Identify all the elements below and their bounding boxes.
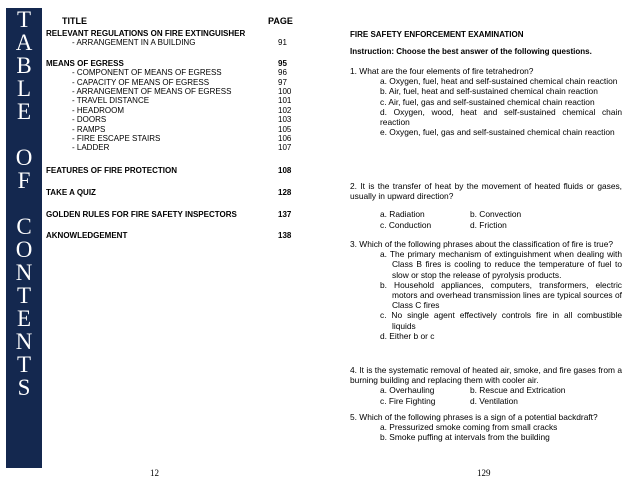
question-text: 4. It is the systematic removal of heated air, smoke, and fire gases from a burning building and replacing them with cooler air. [350, 365, 622, 386]
question-5 [350, 412, 622, 443]
toc-entry-page: 138 [278, 230, 292, 240]
band-letter: A [15, 30, 33, 55]
toc-entry-label: - ARRANGEMENT IN A BUILDING [72, 38, 196, 48]
question-3 [350, 239, 622, 341]
toc-row[interactable] [46, 134, 306, 143]
answer-option: b. Smoke puffing at intervals from the building [380, 432, 550, 443]
toc-row[interactable] [46, 125, 306, 134]
toc-entry-label: TAKE A QUIZ [46, 188, 96, 198]
answer-option: b. Air, fuel, heat and self-sustained chemical chain reaction [380, 86, 598, 97]
answer-options [350, 209, 622, 229]
toc-entry-page: 128 [278, 188, 292, 198]
toc-row[interactable] [46, 106, 306, 115]
band-letter: L [16, 76, 32, 101]
answer-option: b. Household appliances, computers, transformers, electric motors and overhead transmission lines are typical sources of Class C fires [380, 279, 622, 311]
toc-spacer [46, 153, 306, 166]
answer-option: c. No single agent effectively controls fire in all combustible liquids [380, 310, 622, 331]
answer-option: a. Oxygen, fuel, heat and self-sustained chemical chain reaction [380, 76, 618, 87]
toc-entry-page: 137 [278, 210, 292, 220]
answer-option: d. Ventilation [470, 395, 518, 406]
toc-entry-label: MEANS OF EGRESS [46, 58, 124, 68]
table-of-contents [46, 16, 306, 240]
band-letter: N [15, 260, 33, 285]
answer-option: d. Oxygen, wood, heat and self-sustained chemical chain reaction [380, 106, 622, 128]
toc-entry-label: - HEADROOM [72, 105, 124, 115]
toc-entry-label: - RAMPS [72, 124, 106, 134]
toc-row[interactable] [46, 188, 306, 197]
toc-spacer [46, 220, 306, 231]
toc-row[interactable] [46, 96, 306, 105]
question-2 [350, 181, 622, 230]
answer-option: d. Either b or c [380, 330, 435, 341]
toc-entry-label: RELEVANT REGULATIONS ON FIRE EXTINGUISHER [46, 29, 246, 38]
answer-option: a. Overhauling [380, 385, 435, 396]
question-1 [350, 66, 622, 137]
toc-entry-page: 103 [278, 115, 292, 125]
table-of-contents-band [6, 8, 42, 468]
toc-spacer [46, 197, 306, 210]
toc-row[interactable] [46, 231, 306, 240]
question-text: 2. It is the transfer of heat by the movement of heated fluids or gases, usually in upward direction? [350, 181, 622, 202]
answer-option: a. Pressurized smoke coming from small cracks [380, 422, 558, 433]
toc-row[interactable] [46, 166, 306, 175]
band-letter: E [16, 99, 32, 124]
band-letter: T [16, 283, 32, 308]
answer-option: c. Fire Fighting [380, 395, 436, 406]
toc-row[interactable] [46, 78, 306, 87]
question-text: 5. Which of the following phrases is a sign of a potential backdraft? [350, 412, 598, 422]
answer-option: b. Rescue and Extrication [470, 385, 566, 396]
toc-entry-page: 100 [278, 86, 292, 96]
toc-entry-page: 108 [278, 165, 292, 175]
toc-row[interactable] [46, 143, 306, 152]
toc-entry-page: 102 [278, 105, 292, 115]
toc-row[interactable] [46, 68, 306, 77]
toc-entry-label: - LADDER [72, 143, 110, 153]
toc-entry-page: 107 [278, 143, 292, 153]
toc-entry-page: 101 [278, 96, 292, 106]
right-page-number: 129 [477, 468, 491, 478]
question-text: 1. What are the four elements of fire tetrahedron? [350, 66, 534, 76]
toc-row[interactable] [46, 29, 306, 38]
toc-entry-label: - ARRANGEMENT OF MEANS OF EGRESS [72, 86, 232, 96]
toc-entry-page: 105 [278, 124, 292, 134]
toc-entry-label: AKNOWLEDGEMENT [46, 230, 128, 240]
toc-title-header: TITLE [62, 16, 87, 26]
toc-header [46, 16, 306, 29]
answer-option: c. Air, fuel, gas and self-sustained chemical chain reaction [380, 96, 595, 107]
band-letter: S [17, 375, 31, 400]
toc-entry-label: FEATURES OF FIRE PROTECTION [46, 165, 177, 175]
toc-row[interactable] [46, 38, 306, 47]
toc-page-header: PAGE [268, 16, 293, 26]
answer-option: b. Convection [470, 209, 522, 220]
exam-heading: FIRE SAFETY ENFORCEMENT EXAMINATION [350, 30, 524, 39]
toc-spacer [46, 175, 306, 188]
toc-spacer [46, 48, 306, 59]
toc-entry-page: 106 [278, 133, 292, 143]
toc-entry-label: - TRAVEL DISTANCE [72, 96, 150, 106]
toc-entry-page: 97 [278, 77, 287, 87]
band-letter: B [16, 53, 32, 78]
toc-entry-label: - DOORS [72, 115, 107, 125]
band-letter: N [15, 329, 33, 354]
answer-option: e. Oxygen, fuel, gas and self-sustained chemical chain reaction [380, 127, 615, 138]
toc-row[interactable] [46, 59, 306, 68]
answer-option: c. Conduction [380, 219, 432, 230]
toc-entry-page: 96 [278, 68, 287, 78]
toc-entry-page: 95 [278, 58, 287, 68]
question-text: 3. Which of the following phrases about the classification of fire is true? [350, 239, 614, 249]
answer-option: a. The primary mechanism of extinguishment when dealing with Class B fires is cooling to reduce the temperature of fuel to slow or stop the release of pyrolysis products. [380, 249, 622, 280]
toc-entry-label: - COMPONENT OF MEANS OF EGRESS [72, 68, 222, 78]
right-page [338, 0, 620, 493]
band-letter: O [15, 145, 33, 170]
band-letter: T [16, 352, 32, 377]
toc-rows [46, 29, 306, 240]
answer-options [350, 385, 622, 405]
band-letter: O [15, 237, 33, 262]
band-letter: E [16, 306, 32, 331]
toc-row[interactable] [46, 115, 306, 124]
band-letter: C [16, 214, 32, 239]
toc-entry-page: 91 [278, 38, 287, 48]
toc-entry-label: - FIRE ESCAPE STAIRS [72, 133, 161, 143]
left-page-number: 12 [150, 468, 159, 478]
toc-row[interactable] [46, 210, 306, 219]
band-letter: F [17, 168, 31, 193]
answer-option: a. Radiation [380, 209, 425, 220]
toc-entry-label: - CAPACITY OF MEANS OF EGRESS [72, 77, 210, 87]
toc-entry-label: GOLDEN RULES FOR FIRE SAFETY INSPECTORS [46, 210, 237, 220]
band-letter: T [16, 7, 32, 32]
question-4 [350, 365, 622, 406]
answer-option: d. Friction [470, 219, 507, 230]
toc-row[interactable] [46, 87, 306, 96]
exam-instruction: Instruction: Choose the best answer of the following questions. [350, 47, 592, 56]
